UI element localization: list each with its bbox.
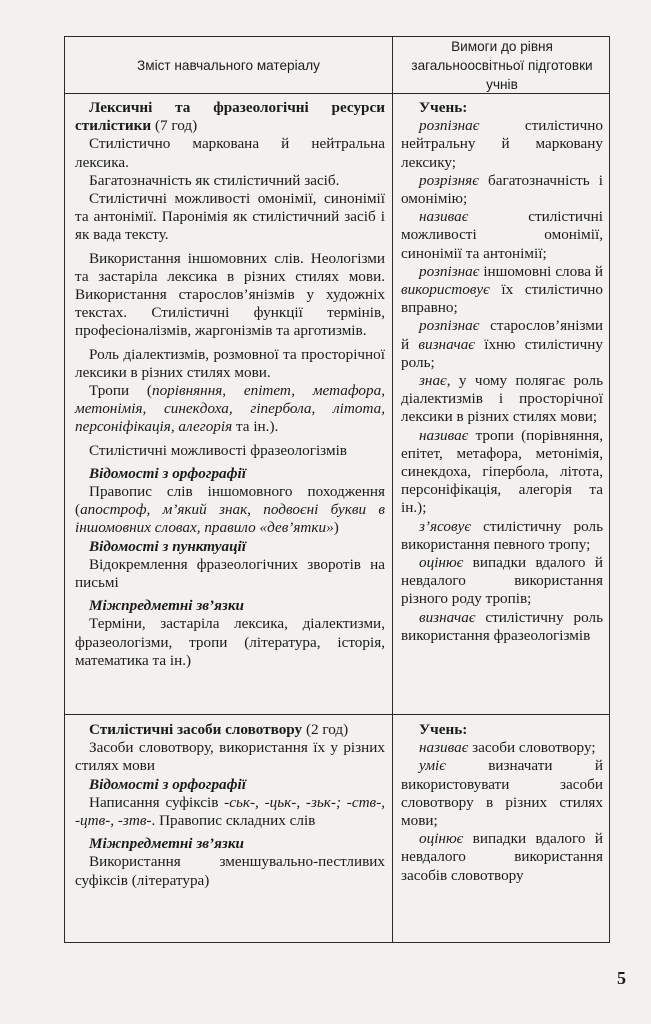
italic-text: оцінює bbox=[419, 554, 464, 572]
italic-text: оцінює bbox=[419, 830, 464, 848]
text-span bbox=[401, 372, 603, 427]
italic-text: називає bbox=[419, 426, 469, 444]
section2-requirements bbox=[401, 721, 603, 885]
section1-hours: (7 год) bbox=[154, 117, 198, 135]
text-span: тропи (порівняння, епітет, метафора, метонімія, синекдоха, гіпербола, літота, персоніфікація, алегорія та ін.); bbox=[401, 426, 603, 517]
text-span bbox=[401, 99, 603, 117]
paragraph: Стилістично маркована й нейтральна лексика. bbox=[75, 135, 385, 171]
italic-text: визначає bbox=[418, 335, 475, 353]
text-span: визначати й використовувати засоби словотвору в різних стилях мови; bbox=[401, 757, 603, 830]
text-span bbox=[401, 757, 603, 830]
curriculum-table bbox=[64, 36, 610, 943]
paragraph: Роль діалектизмів, розмовної та просторічної лексики в різних стилях мови. bbox=[75, 345, 385, 381]
text-span bbox=[75, 99, 385, 135]
paragraph: Багатозначність як стилістичний засіб. bbox=[89, 171, 340, 189]
column-divider bbox=[392, 37, 393, 942]
text-span: їхню стилістичну роль; bbox=[401, 335, 603, 371]
section1-content bbox=[75, 99, 385, 670]
section2-content bbox=[75, 721, 385, 890]
text-span bbox=[401, 172, 603, 208]
paragraph bbox=[75, 382, 385, 437]
student-label: Учень: bbox=[419, 721, 468, 738]
italic-text: визначає bbox=[419, 608, 476, 626]
text-span: багатозначність і омонімію; bbox=[401, 171, 603, 208]
text-span bbox=[401, 117, 603, 172]
text-span: , у чому полягає роль діалектизмів і просторічної лексики в різних стилях мови; bbox=[401, 372, 603, 426]
text-span: (2 год) bbox=[305, 721, 349, 738]
text-span: стилістично нейтральну й марковану лексику; bbox=[401, 117, 603, 171]
paragraph: Стилістичні можливості омонімії, синонімії та антонімії. Паронімія як стилістичний засіб і як вада тексту. bbox=[75, 190, 385, 244]
text-span bbox=[75, 721, 385, 739]
section1-title: Лексичні та фразеологічні ресурси стилістики bbox=[75, 99, 385, 135]
text-span bbox=[401, 263, 603, 318]
header-requirements: Вимоги до рівня загальноосвітньої підготовки учнів bbox=[411, 38, 593, 92]
header-content: Зміст навчального матеріалу bbox=[137, 57, 320, 73]
paragraph: Засоби словотвору, використання їх у різних стилях мови bbox=[75, 739, 385, 775]
text-span: випадки вдалого й невдалого використання засобів словотвору bbox=[401, 830, 603, 884]
paragraph: Стилістичні можливості фразеологізмів bbox=[89, 441, 347, 459]
interdisciplinary-heading: Міжпредметні зв’язки bbox=[89, 597, 244, 615]
paragraph bbox=[75, 794, 385, 830]
italic-text: називає bbox=[419, 208, 469, 226]
italic-text: розрізняє bbox=[419, 171, 479, 189]
text-span: Написання суфіксів bbox=[89, 793, 225, 811]
paragraph: Відокремлення фразеологічних зворотів на письмі bbox=[75, 555, 385, 592]
text-span bbox=[401, 739, 603, 757]
text-span: стилістичні можливості омонімії, синонімії та антонімії; bbox=[401, 208, 603, 262]
paragraph: Використання зменшувально-пестливих суфіксів (література) bbox=[75, 853, 385, 889]
orthography-heading: Відомості з орфографії bbox=[89, 464, 246, 482]
italic-text: порівняння, епітет, метафора, метонімія, синекдоха, гіпербола, літота, персоніфікація, алегорія bbox=[75, 382, 385, 436]
text-span bbox=[401, 518, 603, 554]
text-span bbox=[401, 427, 603, 518]
italic-text: використовує bbox=[401, 281, 490, 299]
text-span: засоби словотвору; bbox=[468, 739, 596, 757]
text-span bbox=[401, 609, 603, 645]
text-span: Тропи ( bbox=[89, 382, 152, 400]
italic-text: -ськ-, -цьк-, -зьк-; -ств-, -цтв-, -зтв- bbox=[75, 793, 385, 830]
page-number: 5 bbox=[617, 968, 626, 988]
text-span bbox=[401, 554, 603, 609]
italic-text: апостроф, м’який знак, подвоєні букви в іншомовних словах, правило «дев’ятки» bbox=[75, 501, 385, 537]
text-span: їх стилістично вправно; bbox=[401, 281, 603, 317]
italic-text: знає bbox=[419, 372, 447, 390]
paragraph: Використання іншомовних слів. Неологізми та застаріла лексика в різних стилях мови. Використання старослов’янізмів у художніх текстах. Стилістичні функції термінів, професіоналізмів, жаргонізмів та арготизмів. bbox=[75, 249, 385, 340]
text-span: стилістичну роль використання певного тропу; bbox=[401, 517, 603, 553]
italic-text: називає bbox=[419, 739, 469, 757]
interdisciplinary-heading: Міжпредметні зв’язки bbox=[89, 835, 244, 853]
text-span bbox=[401, 830, 603, 885]
paragraph: Терміни, застаріла лексика, діалектизми, фразеологізми, тропи (література, історія, математика та ін.) bbox=[75, 615, 385, 669]
italic-text: з’ясовує bbox=[419, 517, 471, 535]
text-span: ) bbox=[333, 519, 339, 537]
italic-text: розпізнає bbox=[419, 262, 480, 280]
text-span: випадки вдалого й невдалого використання різного роду тропів; bbox=[401, 554, 603, 608]
text-span bbox=[401, 317, 603, 372]
text-span bbox=[401, 208, 603, 263]
text-span: та ін.). bbox=[232, 418, 279, 436]
paragraph bbox=[75, 483, 385, 538]
text-span: старослов’янізми й bbox=[401, 317, 603, 353]
section2-title: Стилістичні засоби словотвору bbox=[89, 721, 303, 738]
text-span: Правопис слів іншомовного походження ( bbox=[75, 483, 385, 519]
section-divider bbox=[65, 714, 609, 715]
text-span: стилістичну роль використання фразеологізмів bbox=[401, 608, 603, 644]
section1-requirements bbox=[401, 99, 603, 645]
italic-text: розпізнає bbox=[419, 117, 480, 135]
punctuation-heading: Відомості з пунктуації bbox=[89, 537, 246, 555]
text-span: . Правопис складних слів bbox=[151, 812, 316, 830]
text-span: іншомовні слова й bbox=[479, 262, 603, 280]
italic-text: уміє bbox=[419, 757, 446, 775]
italic-text: розпізнає bbox=[419, 317, 480, 335]
text-span bbox=[401, 721, 603, 739]
orthography-heading: Відомості з орфографії bbox=[89, 775, 246, 793]
student-label: Учень: bbox=[419, 99, 468, 116]
